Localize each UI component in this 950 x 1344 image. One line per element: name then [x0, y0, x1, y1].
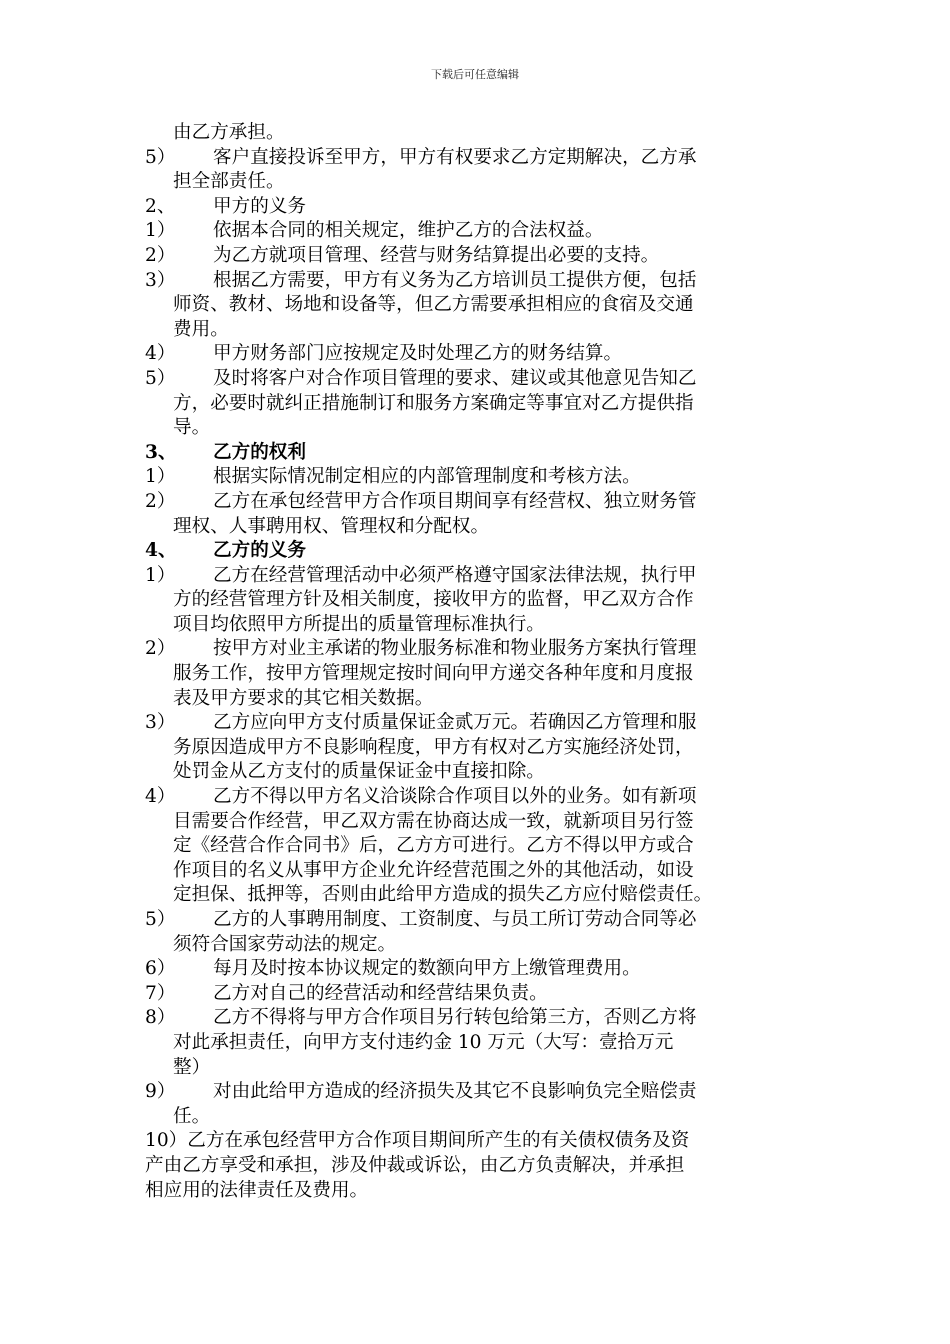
item-number: 2） [145, 244, 176, 266]
item-first-line [145, 711, 810, 736]
paragraph-line: 相应用的法律责任及费用。 [145, 1179, 369, 1201]
item-first-line [145, 465, 810, 490]
item-text: 及时将客户对合作项目管理的要求、建议或其他意见告知乙 [213, 367, 697, 389]
item-text: 甲方财务部门应按规定及时处理乙方的财务结算。 [213, 343, 623, 365]
item-text: 根据乙方需要，甲方有义务为乙方培训员工提供方便，包括 [213, 269, 697, 291]
item-text: 乙方对自己的经营活动和经营结果负责。 [213, 982, 548, 1004]
continuation-line: 处罚金从乙方支付的质量保证金中直接扣除。 [173, 761, 545, 783]
item-first-line [145, 244, 810, 269]
item-number: 5） [145, 146, 176, 168]
continuation-line: 项目均依照甲方所提出的质量管理标准执行。 [173, 613, 545, 635]
continuation-line: 费用。 [173, 318, 229, 340]
continuation-line: 整） [173, 1056, 211, 1078]
list-item [145, 441, 810, 466]
continuation-line: 对此承担责任，向甲方支付违约金 10 万元（大写：壹拾万元 [173, 1031, 674, 1053]
list-item [145, 539, 810, 564]
item-text: 按甲方对业主承诺的物业服务标准和物业服务方案执行管理 [213, 638, 697, 660]
item-text: 每月及时按本协议规定的数额向甲方上缴管理费用。 [213, 958, 641, 980]
list-item [145, 564, 810, 638]
continuation-line: 导。 [173, 417, 211, 439]
continuation-line: 作项目的名义从事甲方企业允许经营范围之外的其他活动，如设 [173, 859, 694, 881]
list-item [145, 1006, 810, 1080]
document-body [145, 121, 810, 1203]
item-number: 3、 [145, 441, 177, 463]
item-number: 1） [145, 564, 176, 586]
item-text: 依据本合同的相关规定，维护乙方的合法权益。 [213, 220, 604, 242]
item-first-line [145, 219, 810, 244]
item-text: 乙方的权利 [213, 441, 306, 463]
item-first-line [145, 982, 810, 1007]
list-item [145, 269, 810, 343]
item-first-line [145, 1080, 810, 1105]
item-first-line [145, 1006, 810, 1031]
item-text: 为乙方就项目管理、经营与财务结算提出必要的支持。 [213, 244, 660, 266]
continuation-line: 师资、教材、场地和设备等，但乙方需要承担相应的食宿及交通 [173, 294, 694, 316]
item-first-line [145, 564, 810, 589]
item-number: 2、 [145, 195, 176, 217]
item-first-line [145, 342, 810, 367]
item-first-line [145, 441, 810, 466]
page-header: 下载后可任意编辑 [431, 68, 519, 81]
item-text: 客户直接投诉至甲方，甲方有权要求乙方定期解决，乙方承 [213, 146, 697, 168]
item-text: 乙方的义务 [213, 540, 306, 562]
item-number: 1） [145, 220, 176, 242]
paragraph-line: 产由乙方享受和承担，涉及仲裁或诉讼，由乙方负责解决，并承担 [145, 1154, 685, 1176]
item-number: 7） [145, 982, 176, 1004]
item-text: 根据实际情况制定相应的内部管理制度和考核方法。 [213, 466, 641, 488]
item-number: 4、 [145, 540, 177, 562]
item-number: 5） [145, 367, 176, 389]
list-item [145, 219, 810, 244]
continuation-line: 方，必要时就纠正措施制订和服务方案确定等事宜对乙方提供指 [173, 392, 694, 414]
list-item [145, 957, 810, 982]
item-number: 4） [145, 786, 176, 808]
paragraph [145, 121, 810, 146]
list-item [145, 146, 810, 195]
item-text: 乙方在承包经营甲方合作项目期间享有经营权、独立财务管 [213, 490, 697, 512]
item-number: 3） [145, 269, 176, 291]
item-number: 5） [145, 909, 176, 930]
paragraph [145, 1129, 810, 1203]
list-item [145, 785, 810, 908]
item-text: 甲方的义务 [213, 195, 306, 217]
item-number: 2） [145, 638, 176, 660]
continuation-line: 定担保、抵押等，否则由此给甲方造成的损失乙方应付赔偿责任。 [173, 884, 713, 906]
item-number: 9） [145, 1081, 176, 1103]
item-first-line [145, 269, 810, 294]
continuation-line: 服务工作，按甲方管理规定按时间向甲方递交各种年度和月度报 [173, 663, 694, 685]
item-number: 1） [145, 466, 176, 488]
continuation-line: 须符合国家劳动法的规定。 [173, 933, 397, 955]
list-item [145, 465, 810, 490]
list-item [145, 1080, 810, 1129]
item-text: 乙方应向甲方支付质量保证金贰万元。若确因乙方管理和服 [213, 712, 697, 734]
continuation-line: 方的经营管理方针及相关制度，接收甲方的监督，甲乙双方合作 [173, 589, 694, 611]
list-item [145, 711, 810, 785]
item-number: 4） [145, 343, 176, 365]
item-number: 6） [145, 958, 176, 980]
item-number: 8） [145, 1007, 176, 1029]
continuation-line: 目需要合作经营，甲乙双方需在协商达成一致，就新项目另行签 [173, 810, 694, 832]
item-first-line [145, 195, 810, 220]
list-item [145, 490, 810, 539]
list-item [145, 908, 810, 957]
continuation-line: 担全部责任。 [173, 171, 285, 193]
item-first-line [145, 785, 810, 810]
item-first-line [145, 637, 810, 662]
list-item [145, 982, 810, 1007]
item-text: 乙方的人事聘用制度、工资制度、与员工所订劳动合同等必 [213, 909, 697, 930]
list-item [145, 244, 810, 269]
list-item [145, 637, 810, 711]
continuation-line: 定《经营合作合同书》后，乙方方可进行。乙方不得以甲方或合 [173, 835, 694, 857]
list-item [145, 367, 810, 441]
item-first-line [145, 957, 810, 982]
item-text: 乙方不得将与甲方合作项目另行转包给第三方，否则乙方将 [213, 1007, 697, 1029]
item-text: 乙方在经营管理活动中必须严格遵守国家法律法规，执行甲 [213, 564, 697, 586]
item-number: 2） [145, 490, 176, 512]
item-first-line [145, 490, 810, 515]
continuation-line: 务原因造成甲方不良影响程度，甲方有权对乙方实施经济处罚， [173, 736, 694, 758]
item-first-line [145, 146, 810, 171]
list-item [145, 195, 810, 220]
item-text: 对由此给甲方造成的经济损失及其它不良影响负完全赔偿责 [213, 1081, 697, 1103]
continuation-line: 任。 [173, 1105, 211, 1127]
continuation-line: 表及甲方要求的其它相关数据。 [173, 687, 434, 709]
item-first-line [145, 367, 810, 392]
item-first-line [145, 539, 810, 564]
item-text: 乙方不得以甲方名义洽谈除合作项目以外的业务。如有新项 [213, 786, 697, 808]
paragraph-line: 10）乙方在承包经营甲方合作项目期间所产生的有关债权债务及资 [145, 1130, 690, 1152]
item-number: 3） [145, 712, 176, 734]
item-first-line [145, 908, 810, 933]
continuation-line: 由乙方承担。 [173, 122, 285, 143]
continuation-line: 理权、人事聘用权、管理权和分配权。 [173, 515, 490, 537]
list-item [145, 342, 810, 367]
